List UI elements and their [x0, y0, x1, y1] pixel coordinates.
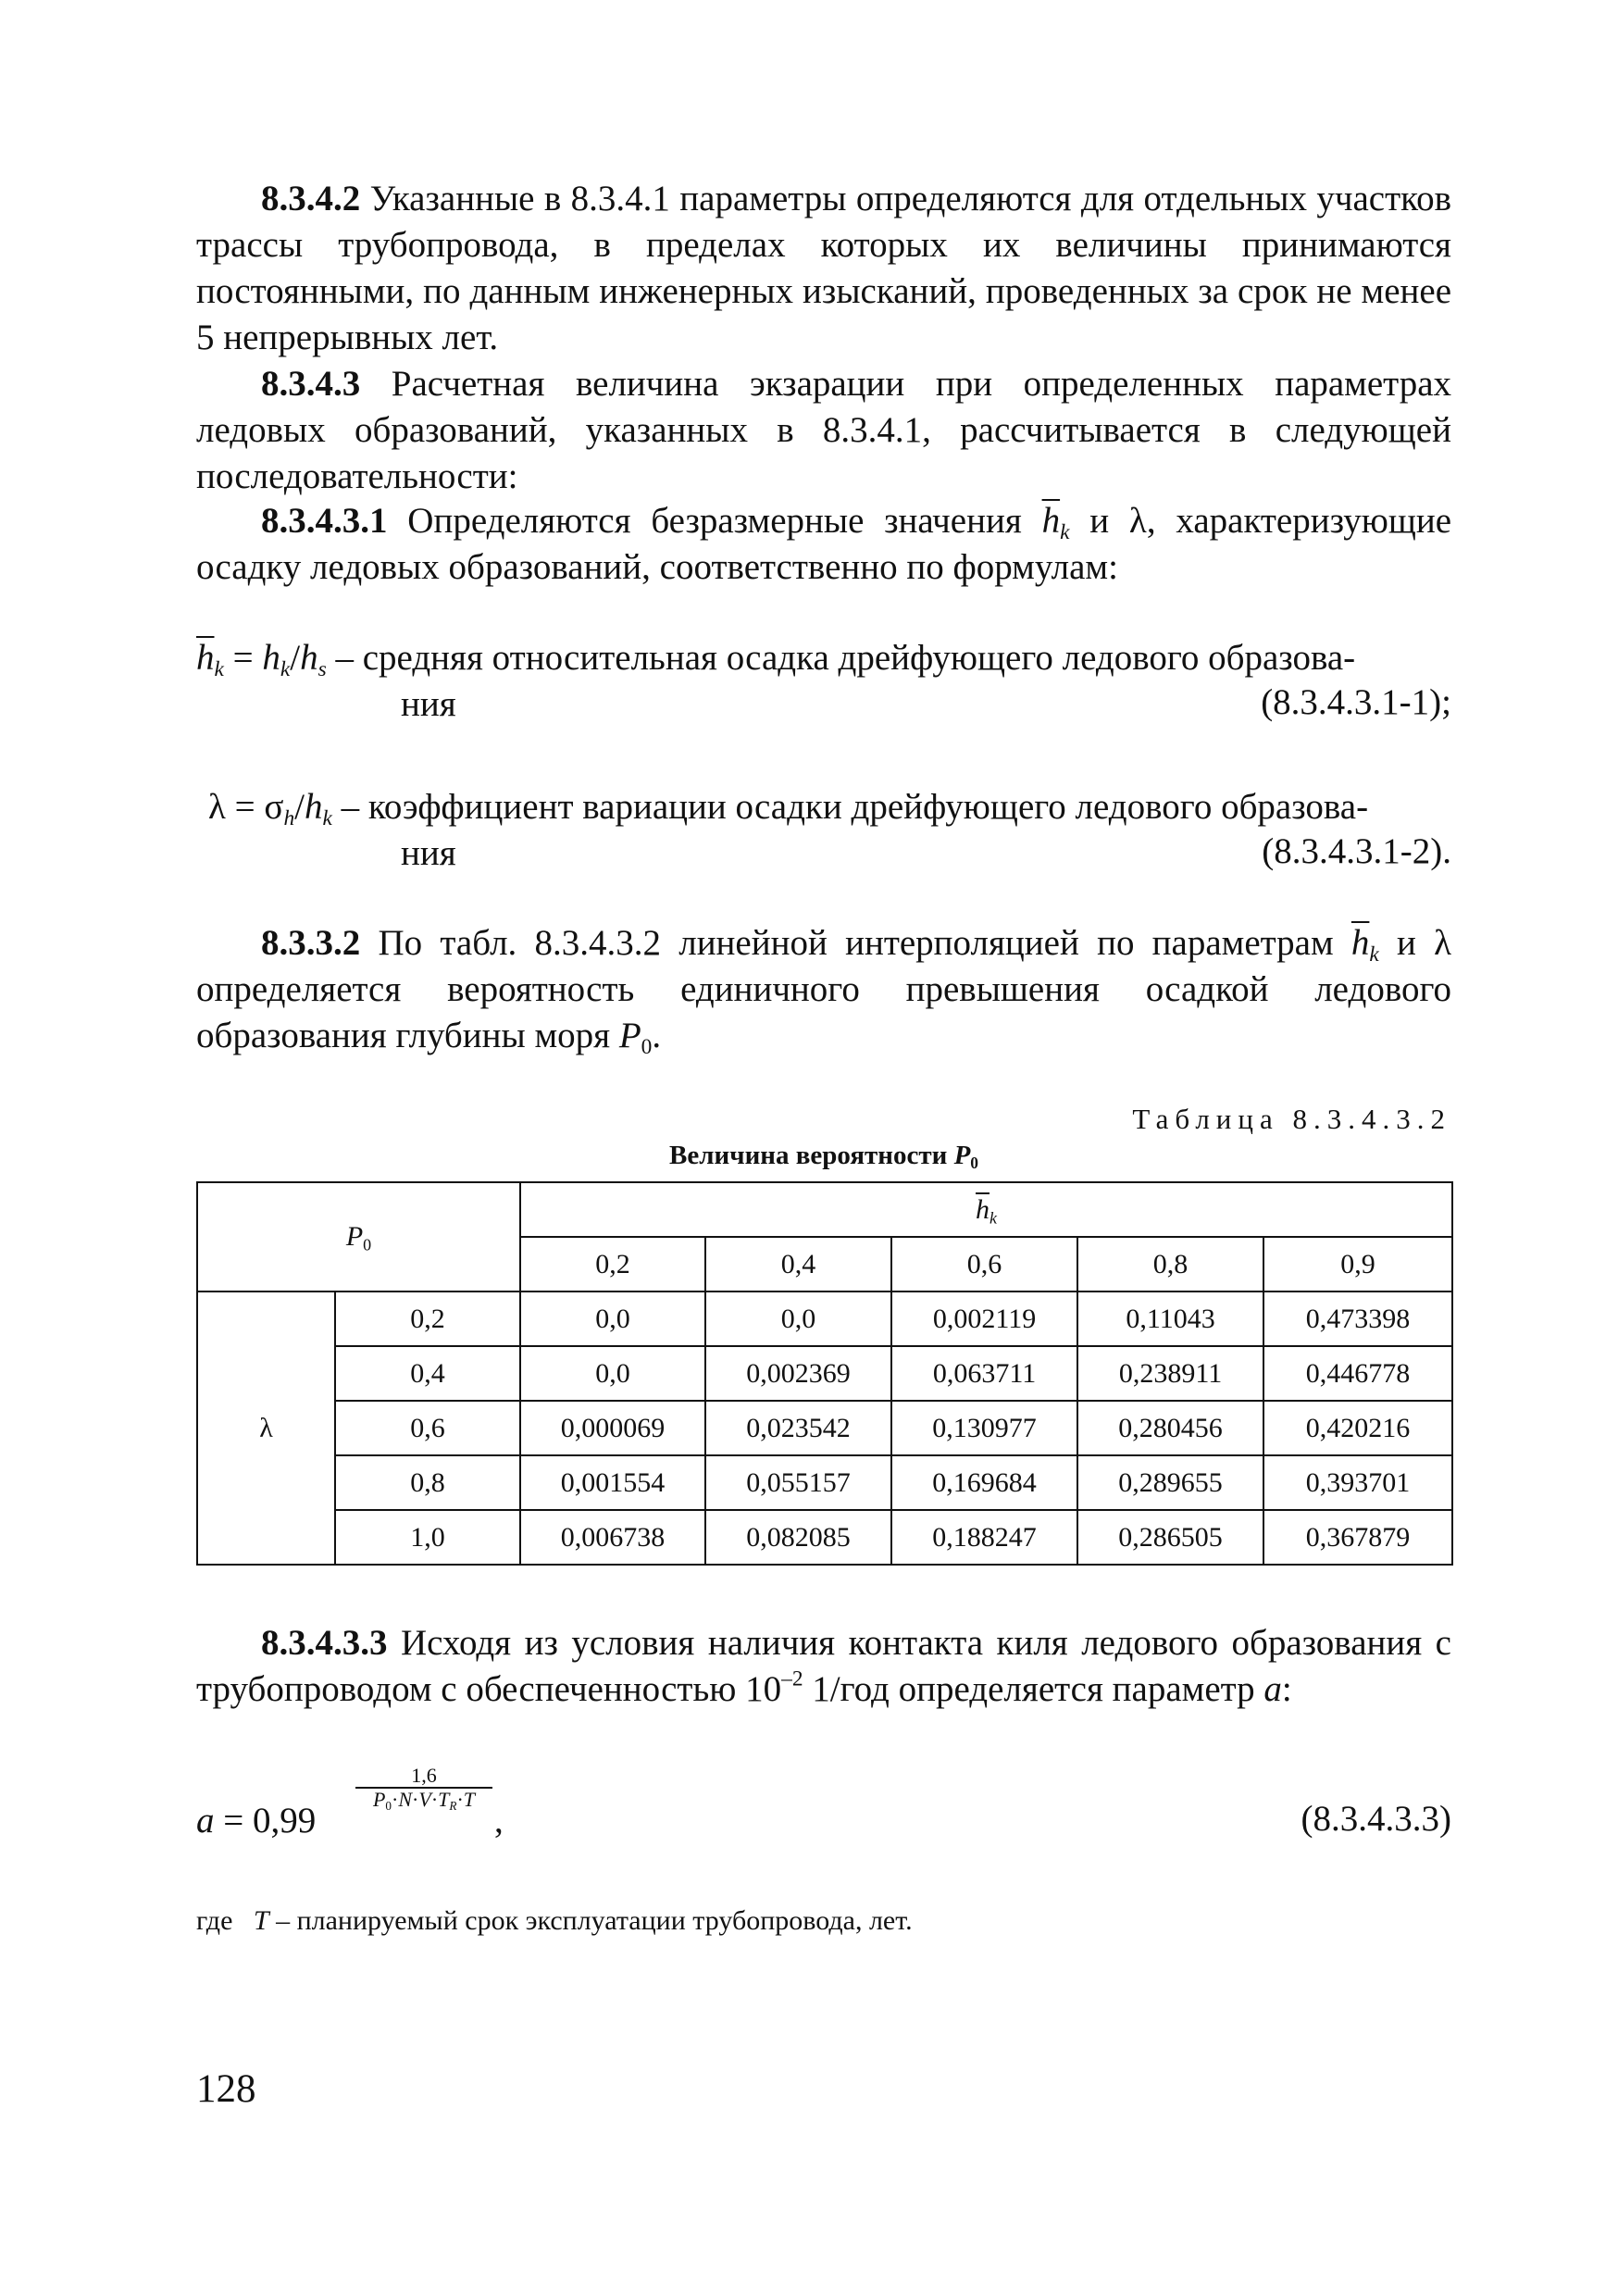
- table-cell: 0,006738: [520, 1510, 705, 1565]
- lambda-value: 0,8: [335, 1455, 520, 1510]
- column-header: 0,2: [520, 1237, 705, 1292]
- table-cell: 0,055157: [705, 1455, 891, 1510]
- table-row: [197, 1510, 1452, 1565]
- table-row: [197, 1455, 1452, 1510]
- paragraph-8-3-4-2: [196, 176, 1451, 361]
- hk-header: $\overline{h}_k$: [520, 1182, 1452, 1237]
- table-cell: 0,420216: [1263, 1401, 1452, 1455]
- table-cell: 0,286505: [1077, 1510, 1263, 1565]
- table-cell: 0,473398: [1263, 1292, 1452, 1346]
- lambda-row-label: λ: [197, 1292, 335, 1565]
- paragraph-8-3-4-3-1: 8.3.4.3.1 Определяются безразмерные значения $\overline{h}_k$ и λ, характеризующие осадку ледовых образований, соответственно по формулам:: [196, 501, 1452, 587]
- lambda-value: 0,2: [335, 1292, 520, 1346]
- table-cell: 0,0: [520, 1346, 705, 1401]
- section-number: 8.3.4.3: [261, 364, 361, 404]
- equation-number: (8.3.4.3.1-1);: [1261, 682, 1451, 722]
- table-row: [197, 1346, 1452, 1401]
- table-cell: 0,063711: [891, 1346, 1077, 1401]
- table-cell: 0,082085: [705, 1510, 891, 1565]
- table-header-row: [197, 1182, 1452, 1237]
- paragraph-8-3-4-3-3: 8.3.4.3.3 Исходя из условия наличия контакта киля ледового образования с трубопроводом с обеспеченностью $10^{-2}$ 1/год определяется параметр a:: [196, 1623, 1451, 1709]
- equation-number: (8.3.4.3.1-2).: [1262, 831, 1451, 871]
- lambda-value: 0,4: [335, 1346, 520, 1401]
- table-cell: 0,367879: [1263, 1510, 1452, 1565]
- table-cell: 0,11043: [1077, 1292, 1263, 1346]
- where-clause: где T – планируемый срок эксплуатации трубопровода, лет.: [196, 1905, 913, 1936]
- section-number: 8.3.4.3.3: [261, 1623, 388, 1663]
- table-cell: 0,130977: [891, 1401, 1077, 1455]
- h-bar-symbol: $\overline{h}$: [1041, 501, 1061, 541]
- section-number: 8.3.3.2: [261, 923, 361, 963]
- lambda-value: 1,0: [335, 1510, 520, 1565]
- table-cell: 0,446778: [1263, 1346, 1452, 1401]
- table-cell: 0,289655: [1077, 1455, 1263, 1510]
- section-number: 8.3.4.2: [261, 179, 361, 218]
- paragraph-text: Указанные в 8.3.4.1 параметры определяются для отдельных участков трассы трубопровода, в пределах которых их величины принимаются постоянными, по данным инженерных изысканий, проведенных за срок не менее 5 непрерывных лет.: [196, 179, 1452, 357]
- table-cell: 0,280456: [1077, 1401, 1263, 1455]
- paragraph-8-3-3-2: 8.3.3.2 По табл. 8.3.4.3.2 линейной интерполяцией по параметрам $\overline{h}_k$ и λ определяется вероятность единичного превышения осадкой ледового образования глубины моря $P_0$.: [196, 923, 1452, 1060]
- page-number: 128: [196, 2067, 256, 2111]
- table-cell: 0,169684: [891, 1455, 1077, 1510]
- lambda-symbol: λ: [1128, 501, 1147, 541]
- table-cell: 0,0: [705, 1292, 891, 1346]
- table-cell: 0,002119: [891, 1292, 1077, 1346]
- table-row: [197, 1292, 1452, 1346]
- table-cell: 0,238911: [1077, 1346, 1263, 1401]
- table-title: Величина вероятности $P_0$: [669, 1141, 978, 1173]
- formula-description: – коэффициент вариации осадки дрейфующего ледового образова-: [341, 787, 1369, 827]
- lambda-value: 0,6: [335, 1401, 520, 1455]
- table-cell: 0,0: [520, 1292, 705, 1346]
- table-cell: 0,002369: [705, 1346, 891, 1401]
- equation-number: (8.3.4.3.3): [1301, 1799, 1451, 1839]
- paragraph-8-3-4-3: [196, 361, 1451, 500]
- table-cell: 0,000069: [520, 1401, 705, 1455]
- exponent-fraction: 1,6 $P_0\cdot N\cdot V\cdot T_R\cdot T$: [355, 1765, 492, 1811]
- table-caption: Таблица 8.3.4.3.2: [1132, 1103, 1451, 1135]
- paragraph-text: Расчетная величина экзарации при определенных параметрах ледовых образований, указанных в 8.3.4.1, рассчитывается в следующей последовательности:: [196, 364, 1452, 496]
- column-header: 0,4: [705, 1237, 891, 1292]
- table-cell: 0,393701: [1263, 1455, 1452, 1510]
- table-cell: 0,188247: [891, 1510, 1077, 1565]
- formula-description: – средняя относительная осадка дрейфующего ледового образова-: [335, 638, 1356, 678]
- table-row: [197, 1401, 1452, 1455]
- column-header: 0,6: [891, 1237, 1077, 1292]
- column-header: 0,8: [1077, 1237, 1263, 1292]
- document-page: 8.3.4.2 Указанные в 8.3.4.1 параметры определяются для отдельных участков трассы трубопровода, в пределах которых их величины принимаются постоянными, по данным инженерных изысканий, проведенных за срок не менее 5 непрерывных лет. 8.3.4.3 Расчетная величина экзарации при определенных параметрах ледовых образований, указанных в 8.3.4.1, рассчитывается в следующей последовательности: 8.3.4.3.1 Определяются безразмерные значения $\overline{h}_k$ и λ, характеризующие осадку ледовых образований, соответственно по формулам: $\overline{h}_k = h_k/h_s$ – средняя относительная осадка дрейфующего ледового образова- ния (8.3.4.3.1-1); $\lambda = \sigma_h/h_k$ – коэффициент вариации осадки дрейфующего ледового образова- ния (8.3.4.3.1-2). 8.3.3.2 По табл. 8.3.4.3.2 линейной интерполяцией по параметрам $\overline{h}_k$ и λ определяется вероятность единичного превышения осадкой ледового образования глубины моря $P_0$. Таблица 8.3.4.3.2 Величина вероятности $P_0$ $P_0$ $\overline{h}_k$ 0,2 0,4 0,6 0,8 0,9 λ 0,2 0,0 0,0 0,002119 0,11043 0,473398 0,4 0,0 0,002369 0,063711 0,238911 0,446778 0,6 0,000069 0,023542 0,130977 0,280456 0,420216 0,8 0,001554 0,055157 0,169684 0,289655 0,393701 1,0 0,006738 0,082085 0,188247 0,286505 0,367879 8.3.4.3.3 Исходя из условия наличия контакта киля ледового образования с трубопроводом с обеспеченностью $10^{-2}$ 1/год определяется параметр a: a = 0,99 1,6 $P_0\cdot N\cdot V\cdot T_R\cdot T$ , (8.3.4.3.3) где T – планируемый срок эксплуатации трубопровода, лет. 128: [0, 0, 1618, 2296]
- table-cell: 0,001554: [520, 1455, 705, 1510]
- corner-cell: $P_0$: [197, 1182, 520, 1292]
- section-number: 8.3.4.3.1: [261, 501, 388, 541]
- probability-table: [196, 1181, 1453, 1566]
- table-cell: 0,023542: [705, 1401, 891, 1455]
- column-header: 0,9: [1263, 1237, 1452, 1292]
